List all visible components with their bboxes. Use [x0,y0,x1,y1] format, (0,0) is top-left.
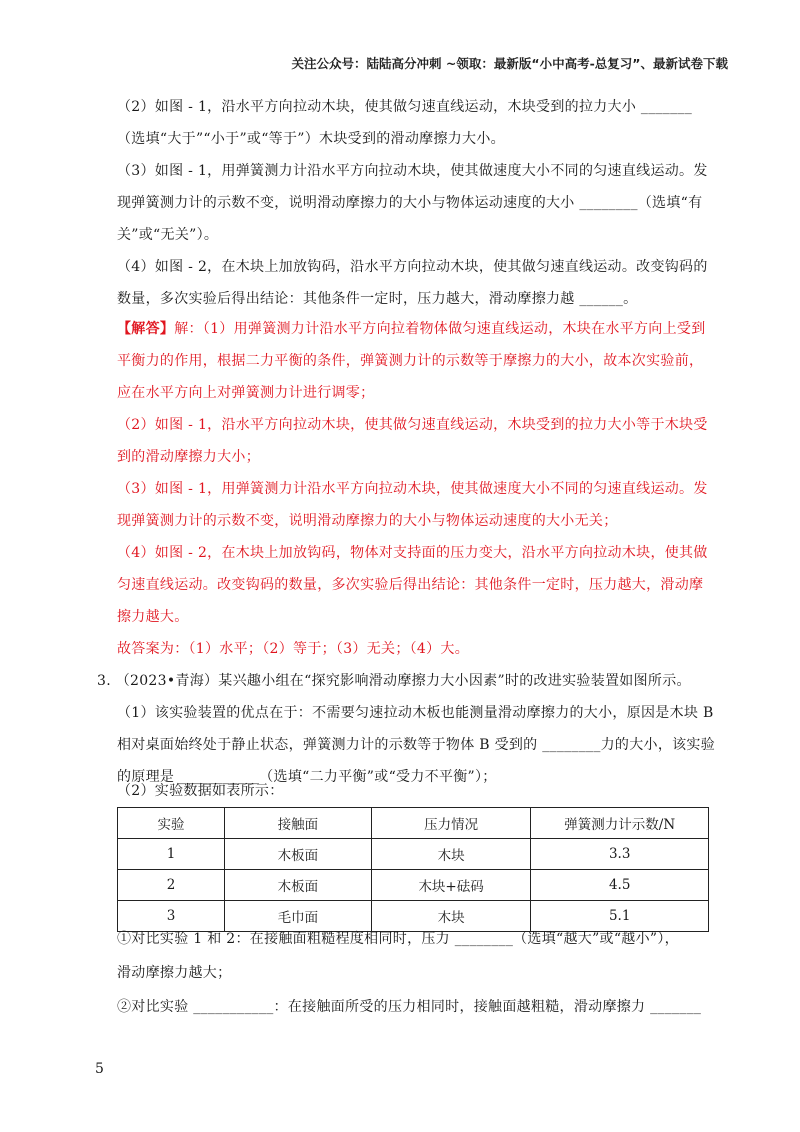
table-cell: 木板面 [225,839,372,870]
table-cell: 木块 [371,901,531,932]
table-header-cell: 压力情况 [371,808,531,839]
question-2-line-2: （选填“大于”“小于”或“等于”）木块受到的滑动摩擦力大小。 [117,131,505,147]
compare-1-line-2: 滑动摩擦力越大； [117,965,232,981]
question-2-line-1: （2）如图 - 1，沿水平方向拉动木块，使其做匀速直线运动，木块受到的拉力大小 _______ [117,99,692,115]
final-answer: 故答案为：（1）水平；（2）等于；（3）无关；（4）大。 [117,641,470,657]
table-cell: 木块+砝码 [371,870,531,901]
question-4-line-1: （4）如图 - 2，在木块上加放钩码，沿水平方向拉动木块，使其做匀速直线运动。改变钩码的 [117,259,708,275]
answer-line-1-text: 解：（1）用弹簧测力计沿水平方向拉着物体做匀速直线运动，木块在水平方向上受到 [174,321,706,337]
table-cell: 毛巾面 [225,901,372,932]
answer-tag: 【解答】 [117,321,175,337]
table-header-cell: 弹簧测力计示数/N [531,808,709,839]
table-cell: 木块 [371,839,531,870]
page-header: 关注公众号：陆陆高分冲刺 ~领取：最新版“小中高考-总复习”、最新试卷下载 [291,56,728,71]
table-header-cell: 实验 [118,808,225,839]
answer-line-2: 平衡力的作用，根据二力平衡的条件，弹簧测力计的示数等于摩擦力的大小，故本次实验前， [117,353,704,369]
answer-line-4: （2）如图 - 1，沿水平方向拉动木块，使其做匀速直线运动，木块受到的拉力大小等于木块受 [117,417,708,433]
question-3-stem: 3. （2023•青海）某兴趣小组在“探究影响滑动摩擦力大小因素”时的改进实验装置如图所示。 [97,673,691,689]
question-4-line-2: 数量，多次实验后得出结论：其他条件一定时，压力越大，滑动摩擦力越 ______。 [117,291,638,307]
q3-part1-line-2: 相对桌面始终处于静止状态，弹簧测力计的示数等于物体 B 受到的 ________力的大小，该实验 [117,737,716,753]
page-number: 5 [95,1061,104,1077]
data-table [117,807,709,932]
answer-line-10: 擦力越大。 [117,609,189,625]
table-header-row [118,808,709,839]
q3-part1-line-1: （1）该实验装置的优点在于：不需要匀速拉动木板也能测量滑动摩擦力的大小，原因是木块 B [117,705,714,721]
question-3-line-2: 现弹簧测力计的示数不变，说明滑动摩擦力的大小与物体运动速度的大小 ________（选填“有 [117,195,703,211]
answer-line-7: 现弹簧测力计的示数不变，说明滑动摩擦力的大小与物体运动速度的大小无关； [117,513,618,529]
table-cell: 5.1 [531,901,709,932]
table-row [118,901,709,932]
table-cell: 2 [118,870,225,901]
table-row [118,839,709,870]
answer-line-6: （3）如图 - 1，用弹簧测力计沿水平方向拉动木块，使其做速度大小不同的匀速直线运动。发 [117,481,708,497]
table-cell: 木板面 [225,870,372,901]
question-3-line-3: 关”或“无关”）。 [117,227,219,243]
table-header-cell: 接触面 [225,808,372,839]
q3-part1-line-3: 的原理是 ___________（选填“二力平衡”或“受力不平衡”）； [117,769,497,785]
answer-line-5: 到的滑动摩擦力大小； [117,449,260,465]
table-row [118,870,709,901]
compare-2-line-1: ②对比实验 ___________：在接触面所受的压力相同时，接触面越粗糙，滑动摩擦力 _______ [117,999,702,1015]
answer-line-9: 匀速直线运动。改变钩码的数量，多次实验后得出结论：其他条件一定时，压力越大，滑动摩 [117,577,704,593]
q3-part2-intro: （2）实验数据如表所示： [117,783,284,799]
table-cell: 1 [118,839,225,870]
table-cell: 3 [118,901,225,932]
answer-line-1 [117,319,706,339]
table-cell: 4.5 [531,870,709,901]
table-cell: 3.3 [531,839,709,870]
question-3-line-1: （3）如图 - 1，用弹簧测力计沿水平方向拉动木块，使其做速度大小不同的匀速直线运动。发 [117,163,708,179]
answer-line-3: 应在水平方向上对弹簧测力计进行调零； [117,385,375,401]
answer-line-8: （4）如图 - 2，在木块上加放钩码，物体对支持面的压力变大，沿水平方向拉动木块，使其做 [117,545,708,561]
compare-1-line-1: ①对比实验 1 和 2：在接触面粗糙程度相同时，压力 ________（选填“越大”或“越小”）， [117,931,679,947]
